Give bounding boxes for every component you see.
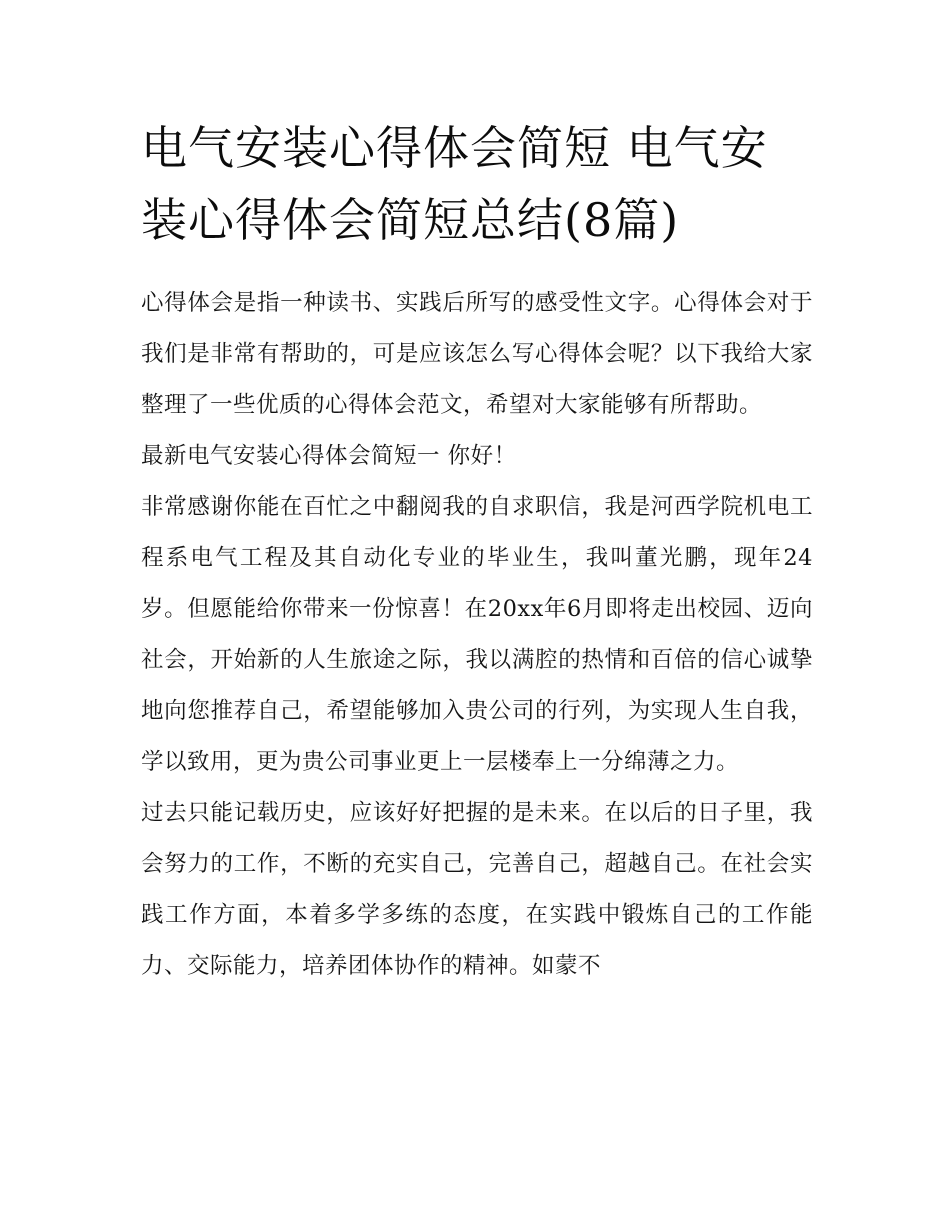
body-paragraph: 过去只能记载历史，应该好好把握的是未来。在以后的日子里，我会努力的工作，不断的充实自己，完善自己，超越自己。在社会实践工作方面，本着多学多练的态度，在实践中锻炼自己的工作能力、交际能力，培养团体协作的精神。如蒙不 bbox=[141, 800, 813, 979]
document-title: 电气安装心得体会简短 电气安装心得体会简短总结(8篇) bbox=[141, 121, 768, 247]
intro-paragraph: 心得体会是指一种读书、实践后所写的感受性文字。心得体会对于我们是非常有帮助的，可是应该怎么写心得体会呢？以下我给大家整理了一些优质的心得体会范文，希望对大家能够有所帮助。 bbox=[141, 290, 813, 418]
document-page bbox=[141, 112, 813, 992]
document-body bbox=[141, 278, 813, 992]
body-paragraph: 非常感谢你能在百忙之中翻阅我的自求职信，我是河西学院机电工程系电气工程及其自动化专业的毕业生，我叫董光鹏，现年24岁。但愿能给你带来一份惊喜！在20xx年6月即将走出校园、迈向社会，开始新的人生旅途之际，我以满腔的热情和百倍的信心诚挚地向您推荐自己，希望能够加入贵公司的行列，为实现人生自我，学以致用，更为贵公司事业更上一层楼奉上一分绵薄之力。 bbox=[141, 494, 813, 775]
section-heading-paragraph: 最新电气安装心得体会简短一 你好！ bbox=[141, 443, 517, 469]
